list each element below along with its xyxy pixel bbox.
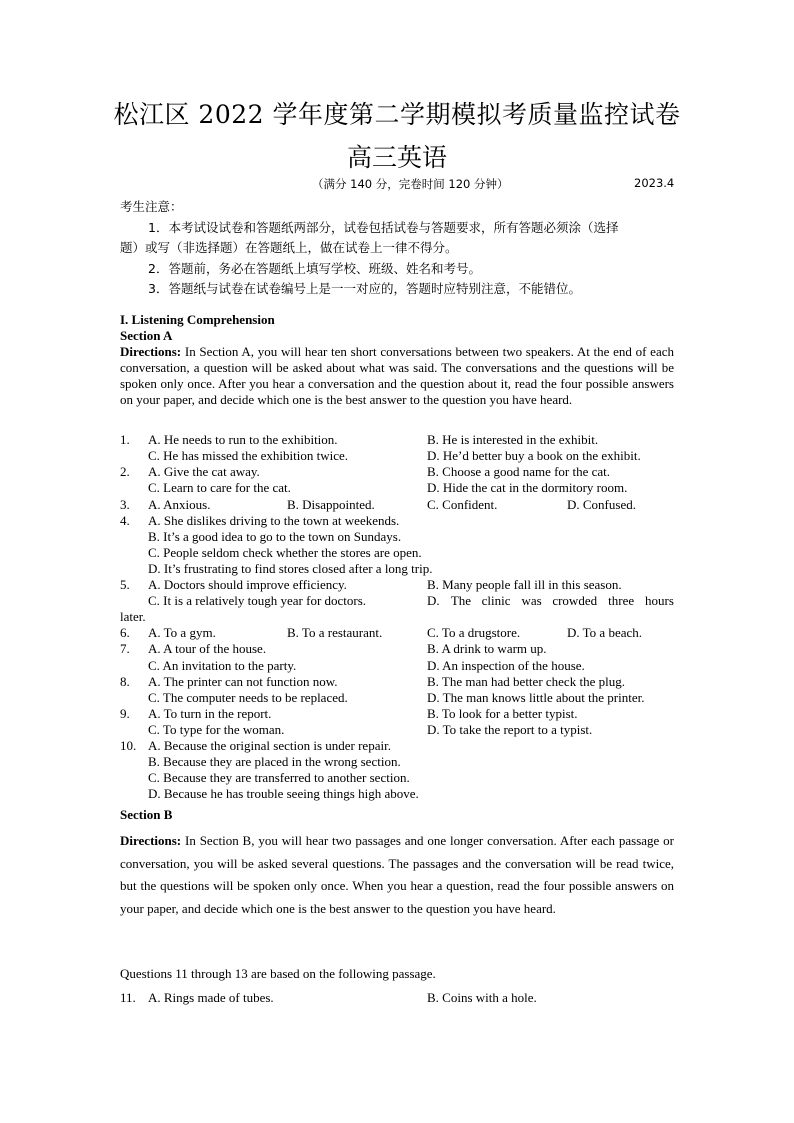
option-b: B. He is interested in the exhibit. [427, 432, 599, 447]
directions-label: Directions: [120, 344, 182, 359]
option-c: C. Because they are transferred to another section. [148, 770, 410, 785]
option-d: D. Because he has trouble seeing things high above. [148, 786, 419, 801]
option-c: C. Learn to care for the cat. [148, 480, 291, 495]
option-d: D. Hide the cat in the dormitory room. [427, 480, 628, 495]
exam-meta: （满分 140 分，完卷时间 120 分钟） [312, 177, 509, 191]
question-number: 8. [120, 674, 130, 689]
notice-item-2: 2．答题前，务必在答题纸上填写学校、班级、姓名和考号。 [148, 261, 481, 276]
option-c: C. The computer needs to be replaced. [148, 690, 348, 705]
option-b: B. Choose a good name for the cat. [427, 464, 611, 479]
option-d: D. Confused. [567, 497, 636, 512]
directions-text: In Section A, you will hear ten short conversations between two speakers. At the end of each conversation, a question will be asked about what was said. The conversations and the questions will be spoken only once. After you hear a conversation and the question about it, read the four possible answers on your paper, and decide which one is the best answer to the question you have heard. [120, 344, 674, 407]
option-a: A. To a gym. [148, 625, 216, 640]
exam-title: 松江区 2022 学年度第二学期模拟考质量监控试卷 [113, 100, 681, 129]
option-c: C. To type for the woman. [148, 722, 285, 737]
option-d: D. It’s frustrating to find stores closed after a long trip. [148, 561, 433, 576]
option-b: B. To a restaurant. [287, 625, 383, 640]
question-number: 6. [120, 625, 130, 640]
exam-subject: 高三英语 [346, 143, 447, 172]
option-c: C. Confident. [427, 497, 498, 512]
option-d-cont: later. [120, 609, 146, 624]
option-d: D. The man knows little about the printer. [427, 690, 645, 705]
question-number: 2. [120, 464, 130, 479]
option-d-word: hours [645, 593, 674, 608]
notice-item-1: 1．本考试设试卷和答题纸两部分，试卷包括试卷与答题要求，所有答题必须涂（选择 [148, 220, 619, 235]
option-b: B. Coins with a hole. [427, 990, 537, 1005]
question-number: 1. [120, 432, 130, 447]
option-c: C. People seldom check whether the stores are open. [148, 545, 422, 560]
directions-label: Directions: [120, 833, 182, 848]
notice-item-3: 3．答题纸与试卷在试卷编号上是一一对应的，答题时应特别注意，不能错位。 [148, 281, 581, 296]
option-b: B. Disappointed. [287, 497, 375, 512]
notice-item-1-cont: 题）或写（非选择题）在答题纸上，做在试卷上一律不得分。 [120, 240, 458, 255]
option-d-word: The [450, 593, 472, 608]
option-c: C. It is a relatively tough year for doctors. [148, 593, 367, 608]
section-a-directions [120, 344, 674, 408]
option-a: A. He needs to run to the exhibition. [148, 432, 338, 447]
option-d-word: crowded [552, 593, 598, 608]
option-a: A. Rings made of tubes. [148, 990, 274, 1005]
question-number: 4. [120, 513, 130, 528]
option-b: B. It’s a good idea to go to the town on Sundays. [148, 529, 402, 544]
option-a: A. Doctors should improve efficiency. [148, 577, 347, 592]
option-a: A. She dislikes driving to the town at weekends. [148, 513, 400, 528]
question-number: 11. [120, 990, 136, 1005]
option-d: D. An inspection of the house. [427, 658, 585, 673]
question-number: 9. [120, 706, 130, 721]
option-d-word: clinic [481, 593, 511, 608]
question-number: 5. [120, 577, 130, 592]
exam-date: 2023.4 [634, 176, 675, 190]
option-c: C. To a drugstore. [427, 625, 521, 640]
option-c: C. He has missed the exhibition twice. [148, 448, 349, 463]
directions-text: In Section B, you will hear two passages and one longer conversation. After each passage or conversation, you will be asked several questions. The passages and the conversation will be read twice, but the questions will be spoken only once. When you hear a question, read the four possible answers on your paper, and decide which one is the best answer to the question you have heard. [120, 833, 674, 916]
option-b: B. Many people fall ill in this season. [427, 577, 622, 592]
option-b: B. Because they are placed in the wrong section. [148, 754, 401, 769]
option-d: D. To take the report to a typist. [427, 722, 593, 737]
section-b-directions [120, 830, 674, 920]
option-a: A. Anxious. [148, 497, 211, 512]
section-a-heading: Section A [120, 328, 173, 343]
option-d-label: D. [427, 593, 440, 608]
option-b: B. To look for a better typist. [427, 706, 578, 721]
option-d-word: three [608, 593, 635, 608]
option-c: C. An invitation to the party. [148, 658, 297, 673]
question-number: 3. [120, 497, 130, 512]
part-title: I. Listening Comprehension [120, 312, 275, 327]
option-b: B. The man had better check the plug. [427, 674, 625, 689]
passage-note: Questions 11 through 13 are based on the following passage. [120, 966, 436, 981]
option-a: A. Give the cat away. [148, 464, 260, 479]
option-d: D. He’d better buy a book on the exhibit. [427, 448, 641, 463]
option-d-word: was [521, 593, 542, 608]
notice-heading: 考生注意： [120, 199, 183, 214]
question-number: 10. [120, 738, 137, 753]
option-a: A. Because the original section is under repair. [148, 738, 391, 753]
question-number: 7. [120, 641, 130, 656]
option-a: A. A tour of the house. [148, 641, 267, 656]
section-b-heading: Section B [120, 807, 173, 822]
option-d: D. To a beach. [567, 625, 643, 640]
option-a: A. To turn in the report. [148, 706, 272, 721]
option-b: B. A drink to warm up. [427, 641, 547, 656]
option-a: A. The printer can not function now. [148, 674, 338, 689]
